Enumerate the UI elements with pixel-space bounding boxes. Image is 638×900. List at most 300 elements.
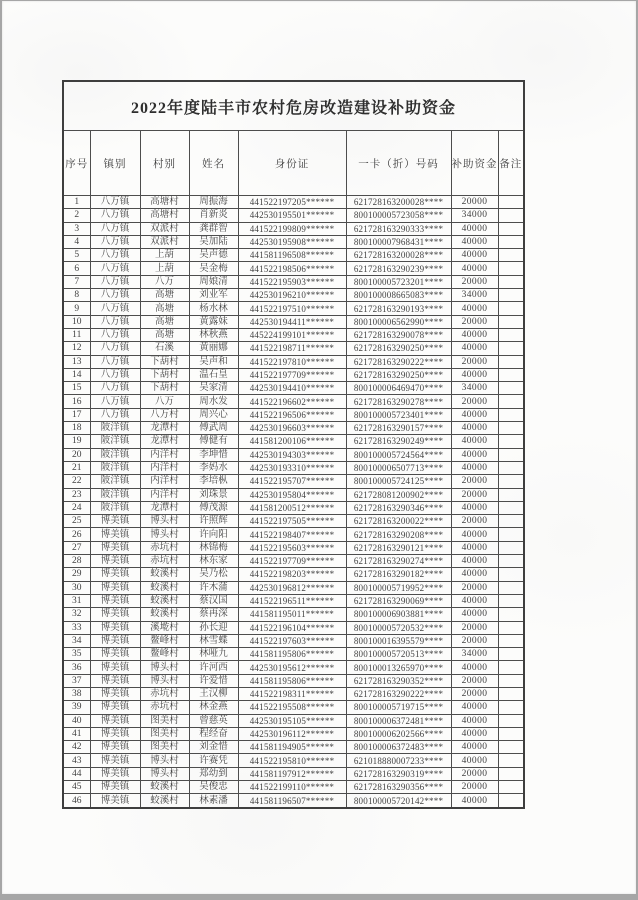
cell-card-number: 800100006202566**** <box>346 727 451 740</box>
cell-remark <box>498 342 524 355</box>
cell-seq: 20 <box>63 448 90 461</box>
cell-subsidy: 40000 <box>451 408 498 421</box>
cell-id-card: 441522199809****** <box>238 222 346 235</box>
cell-subsidy: 40000 <box>451 594 498 607</box>
cell-name: 李妈水 <box>189 461 238 474</box>
cell-remark <box>498 328 524 341</box>
cell-card-number: 800100006469470**** <box>346 382 451 395</box>
cell-remark <box>498 741 524 754</box>
cell-seq: 42 <box>63 741 90 754</box>
cell-id-card: 445224199101****** <box>238 328 346 341</box>
cell-seq: 21 <box>63 461 90 474</box>
table-body <box>63 196 524 808</box>
cell-id-card: 441522198407****** <box>238 528 346 541</box>
cell-subsidy: 20000 <box>451 395 498 408</box>
cell-subsidy: 20000 <box>451 581 498 594</box>
cell-remark <box>498 315 524 328</box>
cell-town: 陂洋镇 <box>90 435 140 448</box>
cell-seq: 9 <box>63 302 90 315</box>
cell-id-card: 441522197709****** <box>238 368 346 381</box>
cell-subsidy: 20000 <box>451 196 498 209</box>
cell-id-card: 441522195810****** <box>238 754 346 767</box>
cell-seq: 12 <box>63 342 90 355</box>
cell-card-number: 621728163290078**** <box>346 328 451 341</box>
table-row <box>63 368 524 381</box>
cell-seq: 8 <box>63 289 90 302</box>
cell-town: 博美镇 <box>90 741 140 754</box>
cell-seq: 6 <box>63 262 90 275</box>
cell-name: 林雪蝶 <box>189 634 238 647</box>
cell-name: 刘业军 <box>189 289 238 302</box>
cell-village: 赤坑村 <box>140 555 189 568</box>
cell-id-card: 441522198711****** <box>238 342 346 355</box>
cell-remark <box>498 687 524 700</box>
cell-name: 黄露妹 <box>189 315 238 328</box>
cell-card-number: 621728163290249**** <box>346 435 451 448</box>
cell-town: 陂洋镇 <box>90 475 140 488</box>
cell-town: 八万镇 <box>90 235 140 248</box>
cell-remark <box>498 581 524 594</box>
cell-remark <box>498 541 524 554</box>
table-row <box>63 262 524 275</box>
column-header-card-number: 一卡（折）号码 <box>346 131 451 196</box>
cell-card-number: 800100006372481**** <box>346 714 451 727</box>
cell-id-card: 441522196511****** <box>238 594 346 607</box>
table-row <box>63 328 524 341</box>
column-header-town: 镇别 <box>90 131 140 196</box>
cell-seq: 10 <box>63 315 90 328</box>
cell-town: 博美镇 <box>90 541 140 554</box>
cell-name: 吴乃松 <box>189 568 238 581</box>
cell-village: 下葫村 <box>140 368 189 381</box>
cell-remark <box>498 674 524 687</box>
cell-name: 吴金梅 <box>189 262 238 275</box>
table-row <box>63 555 524 568</box>
cell-name: 吴加陆 <box>189 235 238 248</box>
scanned-page <box>2 1 636 894</box>
cell-card-number: 621728163290250**** <box>346 368 451 381</box>
cell-town: 博美镇 <box>90 555 140 568</box>
cell-town: 博美镇 <box>90 767 140 780</box>
cell-seq: 37 <box>63 674 90 687</box>
cell-subsidy: 40000 <box>451 794 498 808</box>
cell-town: 八万镇 <box>90 222 140 235</box>
cell-id-card: 441522198506****** <box>238 262 346 275</box>
cell-name: 蔡再深 <box>189 608 238 621</box>
cell-remark <box>498 302 524 315</box>
cell-seq: 36 <box>63 661 90 674</box>
cell-card-number: 621728163290239**** <box>346 262 451 275</box>
table-row <box>63 222 524 235</box>
cell-id-card: 441522195603****** <box>238 541 346 554</box>
cell-id-card: 442530194303****** <box>238 448 346 461</box>
cell-remark <box>498 262 524 275</box>
table-row <box>63 661 524 674</box>
cell-id-card: 442530196812****** <box>238 581 346 594</box>
table-row <box>63 275 524 288</box>
cell-seq: 22 <box>63 475 90 488</box>
cell-town: 八万镇 <box>90 395 140 408</box>
cell-village: 高塘 <box>140 315 189 328</box>
cell-id-card: 441522198203****** <box>238 568 346 581</box>
cell-seq: 28 <box>63 555 90 568</box>
cell-town: 博美镇 <box>90 674 140 687</box>
cell-seq: 14 <box>63 368 90 381</box>
column-header-village: 村别 <box>140 131 189 196</box>
cell-seq: 16 <box>63 395 90 408</box>
table-row <box>63 741 524 754</box>
cell-id-card: 441581195011****** <box>238 608 346 621</box>
cell-subsidy: 40000 <box>451 342 498 355</box>
cell-seq: 39 <box>63 701 90 714</box>
cell-name: 龚群智 <box>189 222 238 235</box>
cell-seq: 3 <box>63 222 90 235</box>
cell-subsidy: 20000 <box>451 634 498 647</box>
cell-name: 吴声德 <box>189 249 238 262</box>
cell-name: 刘珠景 <box>189 488 238 501</box>
cell-seq: 40 <box>63 714 90 727</box>
cell-seq: 15 <box>63 382 90 395</box>
cell-subsidy: 40000 <box>451 422 498 435</box>
table-row <box>63 767 524 780</box>
cell-seq: 7 <box>63 275 90 288</box>
cell-town: 陂洋镇 <box>90 501 140 514</box>
cell-village: 图美村 <box>140 714 189 727</box>
cell-name: 李培枞 <box>189 475 238 488</box>
cell-card-number: 800100005719715**** <box>346 701 451 714</box>
cell-village: 博头村 <box>140 674 189 687</box>
cell-card-number: 621728163290222**** <box>346 687 451 700</box>
cell-town: 八万镇 <box>90 368 140 381</box>
cell-town: 八万镇 <box>90 275 140 288</box>
cell-seq: 4 <box>63 235 90 248</box>
cell-village: 下葫村 <box>140 355 189 368</box>
table-row <box>63 621 524 634</box>
table-row <box>63 568 524 581</box>
cell-id-card: 441522197709****** <box>238 555 346 568</box>
cell-seq: 11 <box>63 328 90 341</box>
cell-seq: 44 <box>63 767 90 780</box>
cell-id-card: 441522195508****** <box>238 701 346 714</box>
cell-remark <box>498 634 524 647</box>
cell-remark <box>498 794 524 808</box>
cell-id-card: 442530195105****** <box>238 714 346 727</box>
cell-town: 陂洋镇 <box>90 488 140 501</box>
cell-town: 博美镇 <box>90 594 140 607</box>
cell-town: 博美镇 <box>90 634 140 647</box>
cell-subsidy: 20000 <box>451 355 498 368</box>
cell-village: 蛟溪村 <box>140 794 189 808</box>
cell-card-number: 621728163200028**** <box>346 249 451 262</box>
cell-subsidy: 20000 <box>451 515 498 528</box>
cell-subsidy: 20000 <box>451 621 498 634</box>
cell-village: 赤坑村 <box>140 687 189 700</box>
table-row <box>63 701 524 714</box>
cell-card-number: 621728163290319**** <box>346 767 451 780</box>
cell-village: 内洋村 <box>140 448 189 461</box>
cell-subsidy: 40000 <box>451 661 498 674</box>
cell-remark <box>498 594 524 607</box>
cell-seq: 38 <box>63 687 90 700</box>
cell-card-number: 800100016395579**** <box>346 634 451 647</box>
cell-village: 内洋村 <box>140 461 189 474</box>
cell-remark <box>498 501 524 514</box>
table-row <box>63 475 524 488</box>
cell-name: 吴声和 <box>189 355 238 368</box>
cell-village: 双派村 <box>140 222 189 235</box>
cell-village: 博头村 <box>140 528 189 541</box>
cell-id-card: 441581200106****** <box>238 435 346 448</box>
table-row <box>63 727 524 740</box>
cell-name: 温石皇 <box>189 368 238 381</box>
cell-subsidy: 40000 <box>451 608 498 621</box>
cell-village: 赤坑村 <box>140 541 189 554</box>
cell-subsidy: 20000 <box>451 781 498 794</box>
cell-card-number: 621728163290208**** <box>346 528 451 541</box>
cell-subsidy: 40000 <box>451 235 498 248</box>
table-row <box>63 648 524 661</box>
cell-subsidy: 40000 <box>451 568 498 581</box>
column-header-id-card: 身份证 <box>238 131 346 196</box>
cell-village: 石溪 <box>140 342 189 355</box>
cell-subsidy: 34000 <box>451 382 498 395</box>
cell-subsidy: 20000 <box>451 275 498 288</box>
cell-subsidy: 40000 <box>451 541 498 554</box>
cell-subsidy: 40000 <box>451 754 498 767</box>
cell-subsidy: 40000 <box>451 741 498 754</box>
cell-remark <box>498 781 524 794</box>
cell-card-number: 800100006507713**** <box>346 461 451 474</box>
cell-seq: 35 <box>63 648 90 661</box>
cell-id-card: 441522196602****** <box>238 395 346 408</box>
cell-remark <box>498 661 524 674</box>
cell-remark <box>498 714 524 727</box>
cell-card-number: 800100005720532**** <box>346 621 451 634</box>
cell-card-number: 621728163290333**** <box>346 222 451 235</box>
cell-id-card: 441522197603****** <box>238 634 346 647</box>
cell-subsidy: 40000 <box>451 555 498 568</box>
cell-subsidy: 40000 <box>451 501 498 514</box>
cell-id-card: 441522197810****** <box>238 355 346 368</box>
cell-remark <box>498 475 524 488</box>
cell-remark <box>498 289 524 302</box>
cell-id-card: 442530196112****** <box>238 727 346 740</box>
cell-town: 博美镇 <box>90 528 140 541</box>
cell-name: 曾慈英 <box>189 714 238 727</box>
cell-id-card: 442530196603****** <box>238 422 346 435</box>
table-header-row <box>63 131 524 196</box>
cell-card-number: 800100005723401**** <box>346 408 451 421</box>
cell-id-card: 441581197912****** <box>238 767 346 780</box>
cell-remark <box>498 448 524 461</box>
cell-id-card: 442530196210****** <box>238 289 346 302</box>
cell-village: 高塘 <box>140 289 189 302</box>
cell-remark <box>498 249 524 262</box>
cell-id-card: 442530195908****** <box>238 235 346 248</box>
cell-subsidy: 20000 <box>451 687 498 700</box>
cell-seq: 43 <box>63 754 90 767</box>
cell-subsidy: 20000 <box>451 674 498 687</box>
cell-village: 高塘村 <box>140 196 189 209</box>
cell-card-number: 800100005724125**** <box>346 475 451 488</box>
cell-town: 博美镇 <box>90 648 140 661</box>
cell-town: 博美镇 <box>90 568 140 581</box>
cell-village: 下葫村 <box>140 382 189 395</box>
cell-subsidy: 40000 <box>451 435 498 448</box>
table-row <box>63 754 524 767</box>
column-header-subsidy: 补助资金 <box>451 131 498 196</box>
table-row <box>63 235 524 248</box>
cell-remark <box>498 555 524 568</box>
table-row <box>63 249 524 262</box>
cell-subsidy: 40000 <box>451 262 498 275</box>
cell-name: 王汉柳 <box>189 687 238 700</box>
table-row <box>63 342 524 355</box>
cell-remark <box>498 488 524 501</box>
cell-id-card: 441522197510****** <box>238 302 346 315</box>
cell-town: 博美镇 <box>90 754 140 767</box>
cell-subsidy: 20000 <box>451 767 498 780</box>
table-row <box>63 501 524 514</box>
cell-remark <box>498 209 524 222</box>
cell-id-card: 441522195707****** <box>238 475 346 488</box>
cell-seq: 30 <box>63 581 90 594</box>
cell-remark <box>498 608 524 621</box>
column-header-remark: 备注 <box>498 131 524 196</box>
cell-village: 赤坑村 <box>140 701 189 714</box>
cell-id-card: 442530193310****** <box>238 461 346 474</box>
cell-id-card: 441522198311****** <box>238 687 346 700</box>
cell-name: 刘金惜 <box>189 741 238 754</box>
cell-seq: 19 <box>63 435 90 448</box>
cell-seq: 2 <box>63 209 90 222</box>
cell-name: 吴家清 <box>189 382 238 395</box>
cell-id-card: 442530195501****** <box>238 209 346 222</box>
cell-card-number: 621728163290356**** <box>346 781 451 794</box>
cell-remark <box>498 222 524 235</box>
table-row <box>63 488 524 501</box>
cell-town: 博美镇 <box>90 687 140 700</box>
cell-card-number: 621728163290346**** <box>346 501 451 514</box>
cell-village: 内洋村 <box>140 475 189 488</box>
cell-remark <box>498 701 524 714</box>
cell-name: 周振海 <box>189 196 238 209</box>
cell-card-number: 621728163290157**** <box>346 422 451 435</box>
cell-name: 郑幼到 <box>189 767 238 780</box>
cell-card-number: 621728081200902**** <box>346 488 451 501</box>
cell-town: 博美镇 <box>90 781 140 794</box>
cell-town: 八万镇 <box>90 315 140 328</box>
cell-village: 博头村 <box>140 515 189 528</box>
cell-village: 内洋村 <box>140 488 189 501</box>
cell-card-number: 800100005723201**** <box>346 275 451 288</box>
cell-town: 博美镇 <box>90 581 140 594</box>
cell-town: 博美镇 <box>90 608 140 621</box>
column-header-name: 姓名 <box>189 131 238 196</box>
cell-village: 图美村 <box>140 741 189 754</box>
cell-village: 高塘 <box>140 328 189 341</box>
cell-village: 上葫 <box>140 249 189 262</box>
table-row <box>63 687 524 700</box>
cell-name: 林素潘 <box>189 794 238 808</box>
cell-village: 龙潭村 <box>140 501 189 514</box>
cell-card-number: 621728163290193**** <box>346 302 451 315</box>
cell-card-number: 800100005719952**** <box>346 581 451 594</box>
cell-subsidy: 34000 <box>451 289 498 302</box>
cell-subsidy: 20000 <box>451 488 498 501</box>
cell-name: 黄丽娜 <box>189 342 238 355</box>
table-row <box>63 395 524 408</box>
table-row <box>63 634 524 647</box>
cell-subsidy: 34000 <box>451 648 498 661</box>
cell-name: 傅武周 <box>189 422 238 435</box>
cell-card-number: 800100007968431**** <box>346 235 451 248</box>
cell-name: 林金燕 <box>189 701 238 714</box>
cell-remark <box>498 355 524 368</box>
cell-subsidy: 34000 <box>451 209 498 222</box>
table-row <box>63 209 524 222</box>
cell-subsidy: 40000 <box>451 528 498 541</box>
cell-card-number: 800100006372483**** <box>346 741 451 754</box>
subsidy-table <box>62 80 525 809</box>
cell-name: 林秋燕 <box>189 328 238 341</box>
table-row <box>63 581 524 594</box>
cell-name: 许木蒲 <box>189 581 238 594</box>
cell-town: 八万镇 <box>90 209 140 222</box>
cell-id-card: 441581195806****** <box>238 648 346 661</box>
cell-town: 博美镇 <box>90 621 140 634</box>
cell-card-number: 621728163290182**** <box>346 568 451 581</box>
cell-card-number: 800100006903881**** <box>346 608 451 621</box>
cell-town: 博美镇 <box>90 727 140 740</box>
cell-card-number: 621728163290250**** <box>346 342 451 355</box>
cell-town: 八万镇 <box>90 249 140 262</box>
cell-remark <box>498 621 524 634</box>
cell-remark <box>498 382 524 395</box>
cell-id-card: 441522196506****** <box>238 408 346 421</box>
cell-id-card: 441581196508****** <box>238 249 346 262</box>
cell-id-card: 441581200512****** <box>238 501 346 514</box>
table-row <box>63 355 524 368</box>
cell-remark <box>498 767 524 780</box>
table-row <box>63 315 524 328</box>
cell-name: 林东家 <box>189 555 238 568</box>
cell-name: 许爱惜 <box>189 674 238 687</box>
table-row <box>63 781 524 794</box>
table-row <box>63 515 524 528</box>
cell-name: 周兴心 <box>189 408 238 421</box>
cell-remark <box>498 528 524 541</box>
cell-remark <box>498 368 524 381</box>
cell-town: 博美镇 <box>90 661 140 674</box>
cell-id-card: 441581195806****** <box>238 674 346 687</box>
cell-village: 龙潭村 <box>140 422 189 435</box>
cell-id-card: 442530194411****** <box>238 315 346 328</box>
cell-seq: 24 <box>63 501 90 514</box>
cell-village: 博头村 <box>140 754 189 767</box>
cell-name: 吴俊忠 <box>189 781 238 794</box>
cell-town: 八万镇 <box>90 289 140 302</box>
cell-town: 博美镇 <box>90 794 140 808</box>
table-row <box>63 422 524 435</box>
cell-seq: 41 <box>63 727 90 740</box>
cell-town: 八万镇 <box>90 355 140 368</box>
cell-village: 蛟溪村 <box>140 608 189 621</box>
cell-name: 许向阳 <box>189 528 238 541</box>
cell-seq: 18 <box>63 422 90 435</box>
cell-subsidy: 40000 <box>451 302 498 315</box>
cell-village: 博头村 <box>140 661 189 674</box>
